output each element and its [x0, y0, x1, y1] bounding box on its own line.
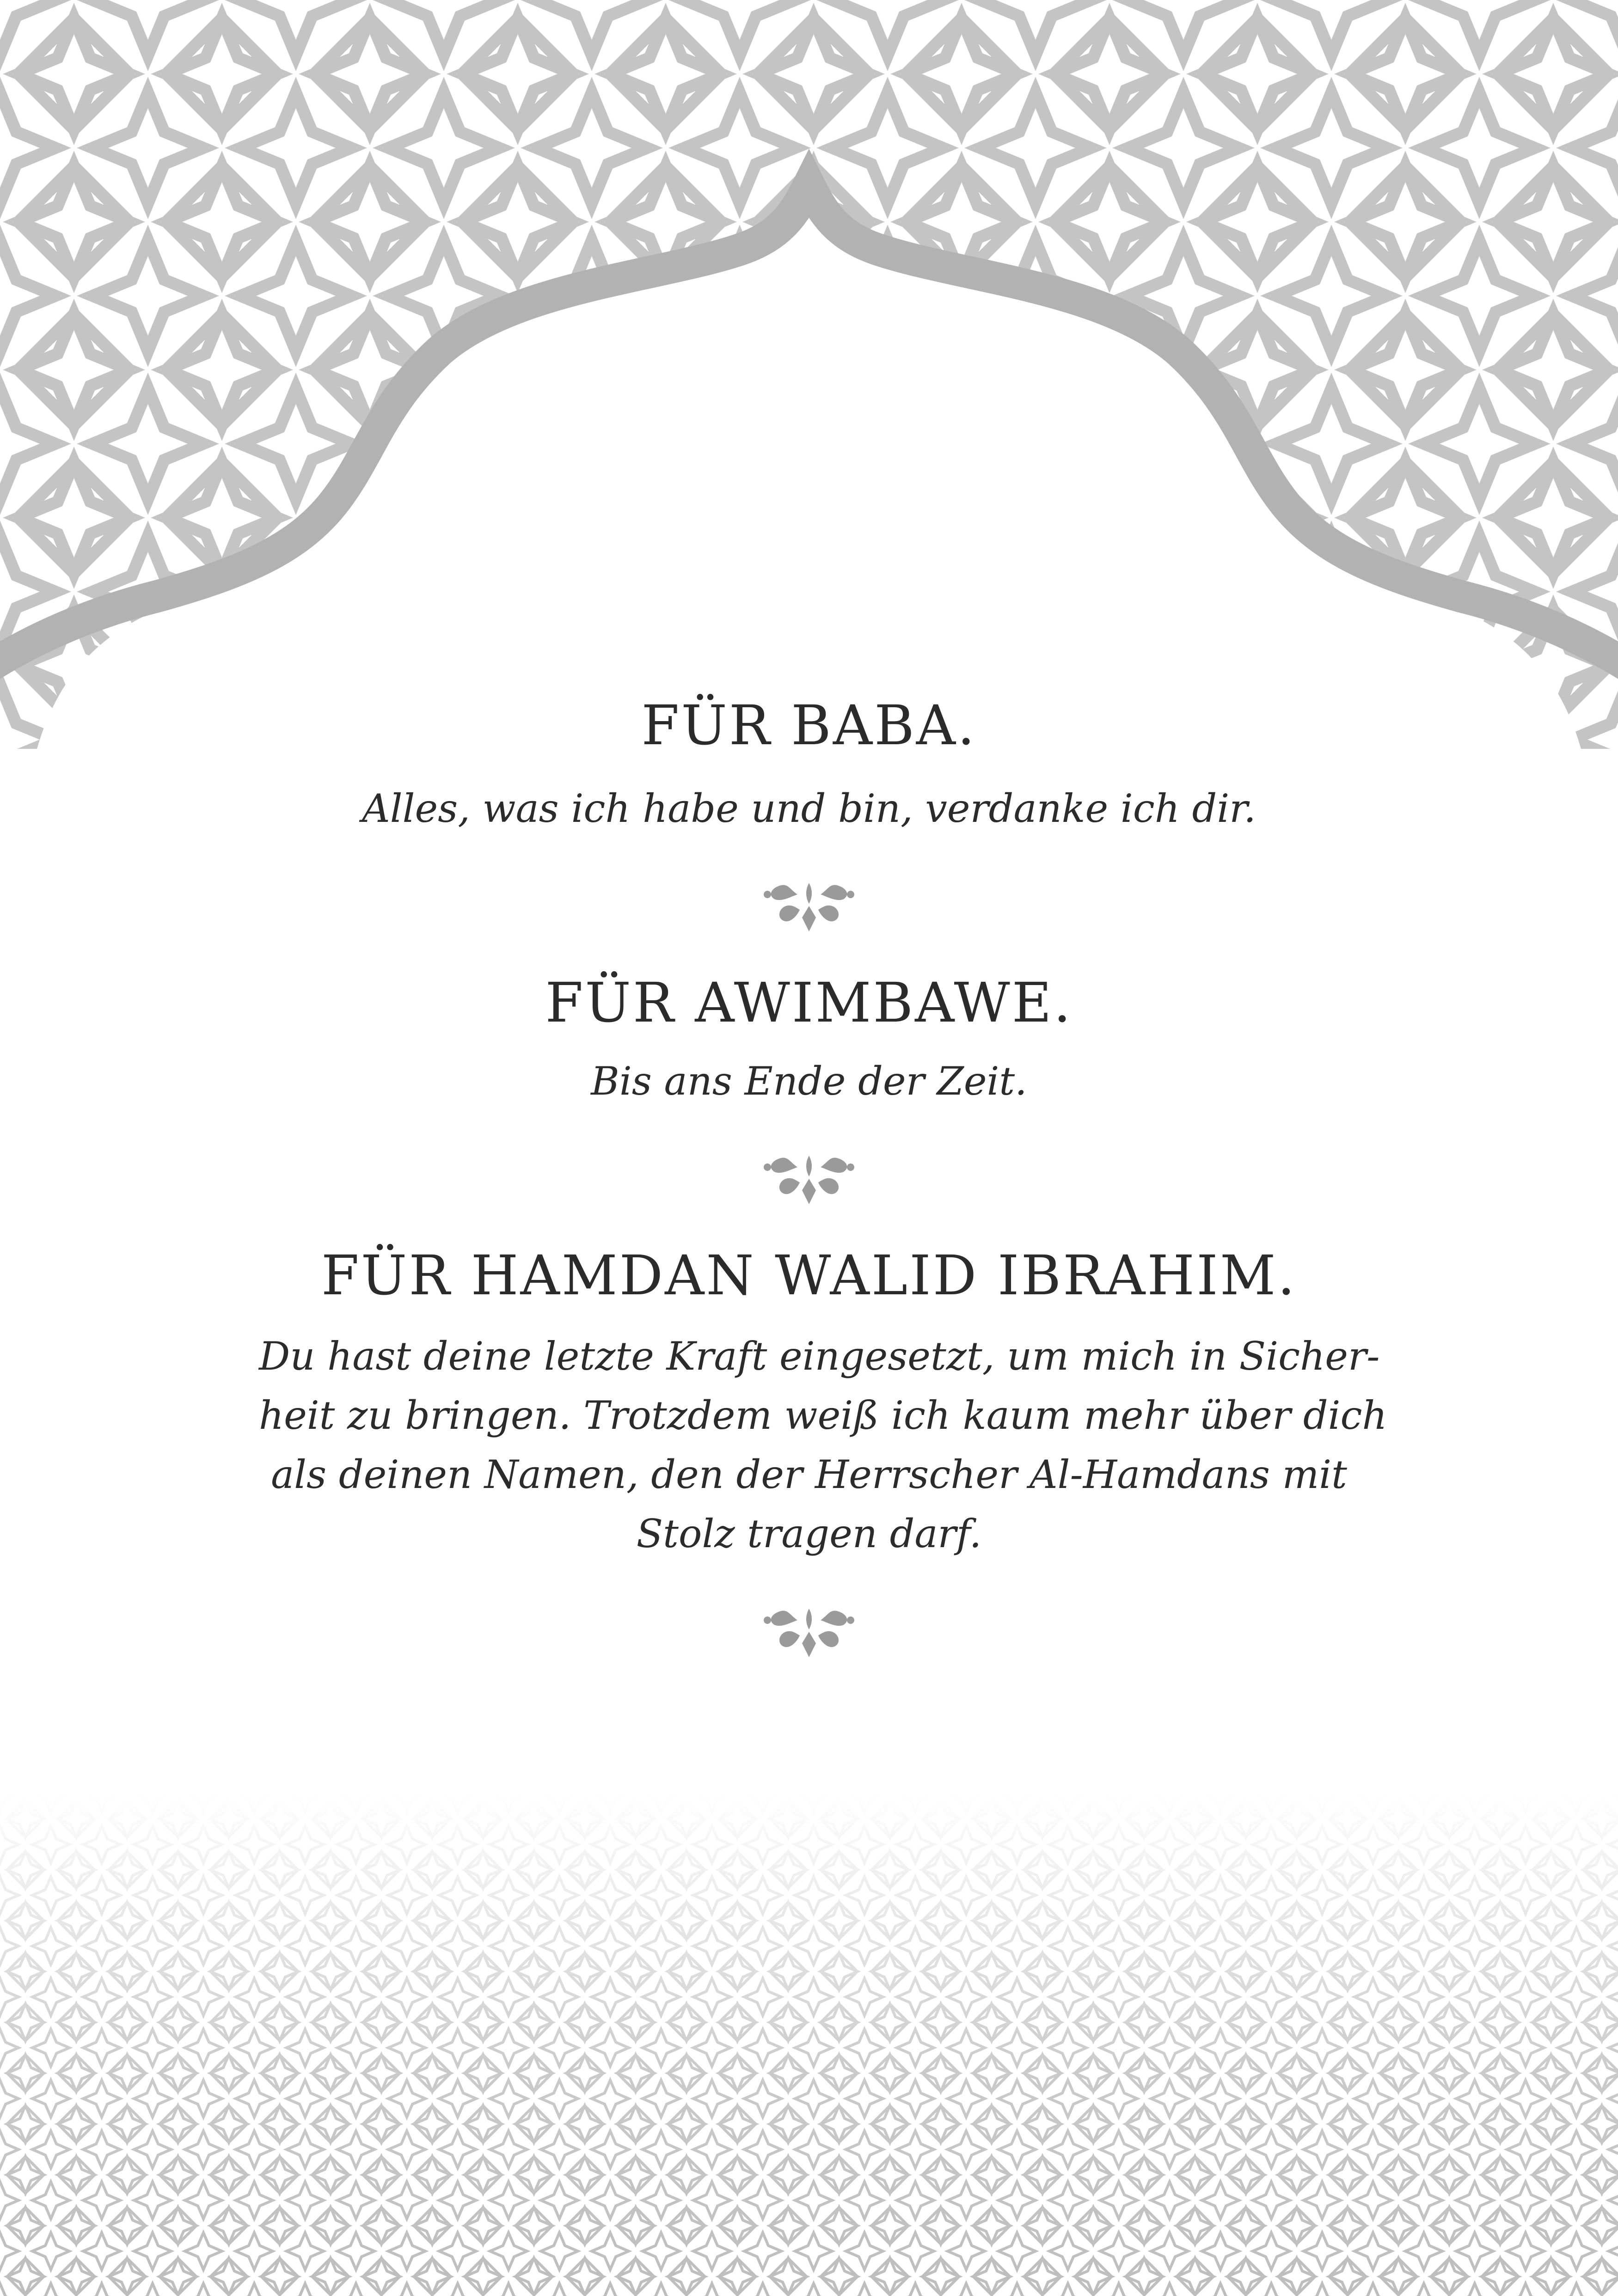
dedication-text-line: Du hast deine letzte Kraft eingesetzt, um mich in Sicher-	[259, 1334, 1380, 1379]
dedication-text-line: heit zu bringen. Trotzdem weiß ich kaum mehr über dich	[259, 1393, 1387, 1438]
dedication-text-line: als deinen Namen, den der Herrscher Al-Hamdans mit	[271, 1452, 1347, 1497]
dedication-text-baba: Alles, was ich habe und bin, verdanke ich dir.	[362, 786, 1256, 831]
dedication-text-line: Stolz tragen darf.	[636, 1511, 982, 1556]
dedication-heading-hamdan: FÜR HAMDAN WALID IBRAHIM.	[321, 1243, 1297, 1307]
floral-ornament-icon	[754, 1595, 864, 1659]
dedication-heading-baba: FÜR BABA.	[641, 693, 977, 757]
dedication-text-awimbawe: Bis ans Ende der Zeit.	[591, 1059, 1027, 1104]
floral-ornament-icon	[754, 869, 864, 934]
dedication-text-hamdan	[259, 1327, 1387, 1563]
floral-ornament-icon	[754, 1142, 864, 1206]
dedication-heading-awimbawe: FÜR AWIMBAWE.	[545, 971, 1073, 1035]
